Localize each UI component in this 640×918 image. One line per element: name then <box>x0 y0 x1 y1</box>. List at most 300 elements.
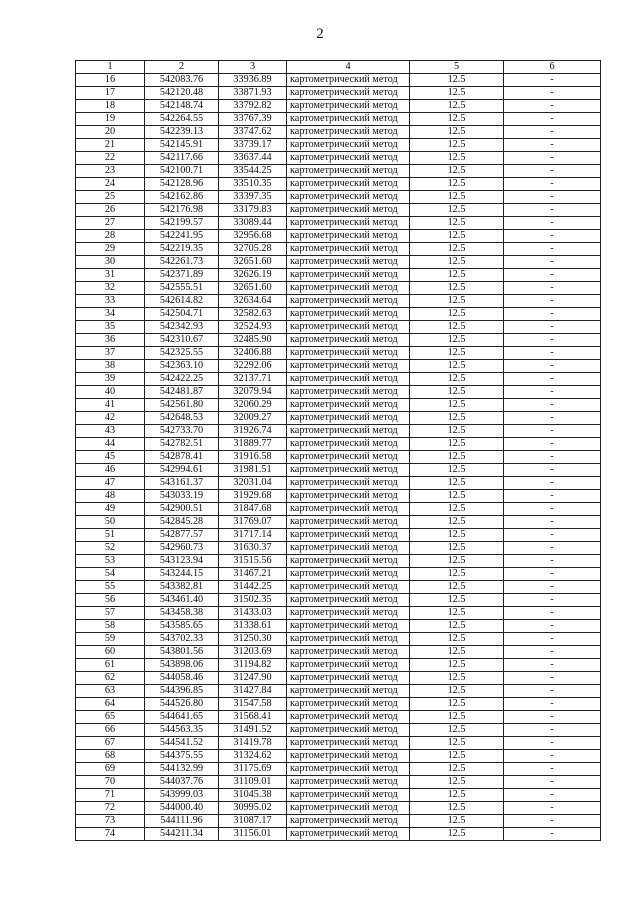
x-coordinate-cell: 543458.38 <box>145 607 219 620</box>
accuracy-cell: 12.5 <box>410 763 504 776</box>
note-cell: - <box>504 373 601 386</box>
x-coordinate-cell: 542504.71 <box>145 308 219 321</box>
point-number-cell: 74 <box>76 828 145 841</box>
accuracy-cell: 12.5 <box>410 789 504 802</box>
point-number-cell: 58 <box>76 620 145 633</box>
accuracy-cell: 12.5 <box>410 633 504 646</box>
point-number-cell: 49 <box>76 503 145 516</box>
note-cell: - <box>504 789 601 802</box>
table-row <box>76 568 601 581</box>
table-row <box>76 178 601 191</box>
x-coordinate-cell: 542555.51 <box>145 282 219 295</box>
point-number-cell: 24 <box>76 178 145 191</box>
note-cell: - <box>504 815 601 828</box>
y-coordinate-cell: 32651.60 <box>219 256 287 269</box>
point-number-cell: 69 <box>76 763 145 776</box>
y-coordinate-cell: 33747.62 <box>219 126 287 139</box>
accuracy-cell: 12.5 <box>410 178 504 191</box>
note-cell: - <box>504 152 601 165</box>
accuracy-cell: 12.5 <box>410 516 504 529</box>
method-cell: картометрический метод <box>287 607 410 620</box>
x-coordinate-cell: 542128.96 <box>145 178 219 191</box>
note-cell: - <box>504 672 601 685</box>
method-cell: картометрический метод <box>287 620 410 633</box>
y-coordinate-cell: 32031.04 <box>219 477 287 490</box>
x-coordinate-cell: 543461.40 <box>145 594 219 607</box>
method-cell: картометрический метод <box>287 230 410 243</box>
note-cell: - <box>504 659 601 672</box>
table-row <box>76 438 601 451</box>
page-number: 2 <box>316 26 324 42</box>
table-row <box>76 360 601 373</box>
point-number-cell: 17 <box>76 87 145 100</box>
accuracy-cell: 12.5 <box>410 139 504 152</box>
y-coordinate-cell: 32651.60 <box>219 282 287 295</box>
x-coordinate-cell: 542199.57 <box>145 217 219 230</box>
x-coordinate-cell: 543382.81 <box>145 581 219 594</box>
table-row <box>76 217 601 230</box>
accuracy-cell: 12.5 <box>410 503 504 516</box>
accuracy-cell: 12.5 <box>410 126 504 139</box>
note-cell: - <box>504 568 601 581</box>
note-cell: - <box>504 542 601 555</box>
point-number-cell: 61 <box>76 659 145 672</box>
note-cell: - <box>504 178 601 191</box>
method-cell: картометрический метод <box>287 451 410 464</box>
table-row <box>76 191 601 204</box>
table-row <box>76 139 601 152</box>
table-row <box>76 659 601 672</box>
method-cell: картометрический метод <box>287 529 410 542</box>
y-coordinate-cell: 32292.06 <box>219 360 287 373</box>
accuracy-cell: 12.5 <box>410 425 504 438</box>
x-coordinate-cell: 543033.19 <box>145 490 219 503</box>
note-cell: - <box>504 204 601 217</box>
table-row <box>76 503 601 516</box>
note-cell: - <box>504 269 601 282</box>
note-cell: - <box>504 347 601 360</box>
accuracy-cell: 12.5 <box>410 334 504 347</box>
note-cell: - <box>504 828 601 841</box>
point-number-cell: 62 <box>76 672 145 685</box>
accuracy-cell: 12.5 <box>410 724 504 737</box>
note-cell: - <box>504 594 601 607</box>
table-row <box>76 477 601 490</box>
method-cell: картометрический метод <box>287 581 410 594</box>
method-cell: картометрический метод <box>287 217 410 230</box>
column-header: 3 <box>219 61 287 74</box>
y-coordinate-cell: 32626.19 <box>219 269 287 282</box>
point-number-cell: 39 <box>76 373 145 386</box>
table-row <box>76 581 601 594</box>
note-cell: - <box>504 451 601 464</box>
y-coordinate-cell: 32524.93 <box>219 321 287 334</box>
method-cell: картометрический метод <box>287 503 410 516</box>
table-row <box>76 347 601 360</box>
note-cell: - <box>504 165 601 178</box>
y-coordinate-cell: 31929.68 <box>219 490 287 503</box>
accuracy-cell: 12.5 <box>410 490 504 503</box>
accuracy-cell: 12.5 <box>410 256 504 269</box>
point-number-cell: 34 <box>76 308 145 321</box>
y-coordinate-cell: 31981.51 <box>219 464 287 477</box>
method-cell: картометрический метод <box>287 321 410 334</box>
note-cell: - <box>504 646 601 659</box>
point-number-cell: 71 <box>76 789 145 802</box>
table-row <box>76 542 601 555</box>
method-cell: картометрический метод <box>287 74 410 87</box>
note-cell: - <box>504 282 601 295</box>
table-row <box>76 126 601 139</box>
note-cell: - <box>504 737 601 750</box>
point-number-cell: 48 <box>76 490 145 503</box>
point-number-cell: 52 <box>76 542 145 555</box>
x-coordinate-cell: 542481.87 <box>145 386 219 399</box>
note-cell: - <box>504 360 601 373</box>
note-cell: - <box>504 490 601 503</box>
point-number-cell: 23 <box>76 165 145 178</box>
table-row <box>76 555 601 568</box>
table-row <box>76 607 601 620</box>
point-number-cell: 22 <box>76 152 145 165</box>
accuracy-cell: 12.5 <box>410 828 504 841</box>
point-number-cell: 43 <box>76 425 145 438</box>
table-row <box>76 256 601 269</box>
accuracy-cell: 12.5 <box>410 659 504 672</box>
point-number-cell: 32 <box>76 282 145 295</box>
table-row <box>76 386 601 399</box>
x-coordinate-cell: 542241.95 <box>145 230 219 243</box>
point-number-cell: 28 <box>76 230 145 243</box>
x-coordinate-cell: 542371.89 <box>145 269 219 282</box>
y-coordinate-cell: 31547.58 <box>219 698 287 711</box>
coordinates-table <box>75 60 601 841</box>
note-cell: - <box>504 230 601 243</box>
accuracy-cell: 12.5 <box>410 243 504 256</box>
note-cell: - <box>504 126 601 139</box>
x-coordinate-cell: 542325.55 <box>145 347 219 360</box>
accuracy-cell: 12.5 <box>410 750 504 763</box>
accuracy-cell: 12.5 <box>410 555 504 568</box>
note-cell: - <box>504 74 601 87</box>
y-coordinate-cell: 31630.37 <box>219 542 287 555</box>
table-row <box>76 763 601 776</box>
point-number-cell: 44 <box>76 438 145 451</box>
accuracy-cell: 12.5 <box>410 386 504 399</box>
accuracy-cell: 12.5 <box>410 204 504 217</box>
y-coordinate-cell: 31045.38 <box>219 789 287 802</box>
x-coordinate-cell: 543801.56 <box>145 646 219 659</box>
method-cell: картометрический метод <box>287 477 410 490</box>
method-cell: картометрический метод <box>287 802 410 815</box>
note-cell: - <box>504 308 601 321</box>
x-coordinate-cell: 544563.35 <box>145 724 219 737</box>
method-cell: картометрический метод <box>287 386 410 399</box>
y-coordinate-cell: 31926.74 <box>219 425 287 438</box>
method-cell: картометрический метод <box>287 685 410 698</box>
y-coordinate-cell: 33510.35 <box>219 178 287 191</box>
x-coordinate-cell: 543161.37 <box>145 477 219 490</box>
x-coordinate-cell: 542117.66 <box>145 152 219 165</box>
method-cell: картометрический метод <box>287 152 410 165</box>
x-coordinate-cell: 542363.10 <box>145 360 219 373</box>
y-coordinate-cell: 31087.17 <box>219 815 287 828</box>
x-coordinate-cell: 542100.71 <box>145 165 219 178</box>
method-cell: картометрический метод <box>287 308 410 321</box>
accuracy-cell: 12.5 <box>410 373 504 386</box>
x-coordinate-cell: 542083.76 <box>145 74 219 87</box>
point-number-cell: 68 <box>76 750 145 763</box>
accuracy-cell: 12.5 <box>410 451 504 464</box>
note-cell: - <box>504 529 601 542</box>
y-coordinate-cell: 33179.83 <box>219 204 287 217</box>
accuracy-cell: 12.5 <box>410 529 504 542</box>
x-coordinate-cell: 542176.98 <box>145 204 219 217</box>
table-row <box>76 269 601 282</box>
method-cell: картометрический метод <box>287 282 410 295</box>
note-cell: - <box>504 724 601 737</box>
y-coordinate-cell: 32406.88 <box>219 347 287 360</box>
y-coordinate-cell: 31324.62 <box>219 750 287 763</box>
accuracy-cell: 12.5 <box>410 295 504 308</box>
accuracy-cell: 12.5 <box>410 464 504 477</box>
point-number-cell: 21 <box>76 139 145 152</box>
method-cell: картометрический метод <box>287 191 410 204</box>
accuracy-cell: 12.5 <box>410 191 504 204</box>
method-cell: картометрический метод <box>287 646 410 659</box>
x-coordinate-cell: 542342.93 <box>145 321 219 334</box>
note-cell: - <box>504 87 601 100</box>
table-row <box>76 672 601 685</box>
point-number-cell: 27 <box>76 217 145 230</box>
y-coordinate-cell: 31442.25 <box>219 581 287 594</box>
point-number-cell: 53 <box>76 555 145 568</box>
note-cell: - <box>504 399 601 412</box>
point-number-cell: 63 <box>76 685 145 698</box>
x-coordinate-cell: 542614.82 <box>145 295 219 308</box>
table-row <box>76 165 601 178</box>
y-coordinate-cell: 32009.27 <box>219 412 287 425</box>
method-cell: картометрический метод <box>287 256 410 269</box>
table-row <box>76 529 601 542</box>
y-coordinate-cell: 32079.94 <box>219 386 287 399</box>
method-cell: картометрический метод <box>287 750 410 763</box>
y-coordinate-cell: 31109.01 <box>219 776 287 789</box>
y-coordinate-cell: 32582.63 <box>219 308 287 321</box>
x-coordinate-cell: 544211.34 <box>145 828 219 841</box>
point-number-cell: 55 <box>76 581 145 594</box>
point-number-cell: 66 <box>76 724 145 737</box>
point-number-cell: 25 <box>76 191 145 204</box>
method-cell: картометрический метод <box>287 243 410 256</box>
y-coordinate-cell: 31916.58 <box>219 451 287 464</box>
table-row <box>76 490 601 503</box>
method-cell: картометрический метод <box>287 438 410 451</box>
y-coordinate-cell: 33739.17 <box>219 139 287 152</box>
accuracy-cell: 12.5 <box>410 620 504 633</box>
method-cell: картометрический метод <box>287 295 410 308</box>
y-coordinate-cell: 33637.44 <box>219 152 287 165</box>
method-cell: картометрический метод <box>287 542 410 555</box>
point-number-cell: 51 <box>76 529 145 542</box>
x-coordinate-cell: 543898.06 <box>145 659 219 672</box>
note-cell: - <box>504 243 601 256</box>
y-coordinate-cell: 31194.82 <box>219 659 287 672</box>
x-coordinate-cell: 542145.91 <box>145 139 219 152</box>
note-cell: - <box>504 711 601 724</box>
x-coordinate-cell: 544058.46 <box>145 672 219 685</box>
note-cell: - <box>504 685 601 698</box>
accuracy-cell: 12.5 <box>410 581 504 594</box>
note-cell: - <box>504 191 601 204</box>
point-number-cell: 30 <box>76 256 145 269</box>
point-number-cell: 70 <box>76 776 145 789</box>
x-coordinate-cell: 544037.76 <box>145 776 219 789</box>
note-cell: - <box>504 113 601 126</box>
point-number-cell: 50 <box>76 516 145 529</box>
point-number-cell: 16 <box>76 74 145 87</box>
y-coordinate-cell: 31175.69 <box>219 763 287 776</box>
y-coordinate-cell: 33871.93 <box>219 87 287 100</box>
method-cell: картометрический метод <box>287 126 410 139</box>
table-row <box>76 464 601 477</box>
x-coordinate-cell: 542878.41 <box>145 451 219 464</box>
y-coordinate-cell: 31568.41 <box>219 711 287 724</box>
method-cell: картометрический метод <box>287 568 410 581</box>
x-coordinate-cell: 542733.70 <box>145 425 219 438</box>
method-cell: картометрический метод <box>287 139 410 152</box>
point-number-cell: 47 <box>76 477 145 490</box>
point-number-cell: 65 <box>76 711 145 724</box>
x-coordinate-cell: 542782.51 <box>145 438 219 451</box>
column-header: 6 <box>504 61 601 74</box>
accuracy-cell: 12.5 <box>410 113 504 126</box>
y-coordinate-cell: 32137.71 <box>219 373 287 386</box>
y-coordinate-cell: 32634.64 <box>219 295 287 308</box>
note-cell: - <box>504 802 601 815</box>
y-coordinate-cell: 33544.25 <box>219 165 287 178</box>
note-cell: - <box>504 698 601 711</box>
method-cell: картометрический метод <box>287 464 410 477</box>
note-cell: - <box>504 581 601 594</box>
table-row <box>76 685 601 698</box>
point-number-cell: 20 <box>76 126 145 139</box>
y-coordinate-cell: 31250.30 <box>219 633 287 646</box>
note-cell: - <box>504 607 601 620</box>
method-cell: картометрический метод <box>287 659 410 672</box>
method-cell: картометрический метод <box>287 763 410 776</box>
point-number-cell: 33 <box>76 295 145 308</box>
y-coordinate-cell: 33089.44 <box>219 217 287 230</box>
table-row <box>76 789 601 802</box>
accuracy-cell: 12.5 <box>410 802 504 815</box>
method-cell: картометрический метод <box>287 594 410 607</box>
y-coordinate-cell: 33397.35 <box>219 191 287 204</box>
accuracy-cell: 12.5 <box>410 165 504 178</box>
point-number-cell: 35 <box>76 321 145 334</box>
y-coordinate-cell: 31769.07 <box>219 516 287 529</box>
method-cell: картометрический метод <box>287 815 410 828</box>
note-cell: - <box>504 464 601 477</box>
point-number-cell: 67 <box>76 737 145 750</box>
point-number-cell: 57 <box>76 607 145 620</box>
y-coordinate-cell: 31427.84 <box>219 685 287 698</box>
note-cell: - <box>504 321 601 334</box>
column-header: 2 <box>145 61 219 74</box>
accuracy-cell: 12.5 <box>410 347 504 360</box>
method-cell: картометрический метод <box>287 269 410 282</box>
note-cell: - <box>504 620 601 633</box>
accuracy-cell: 12.5 <box>410 217 504 230</box>
accuracy-cell: 12.5 <box>410 230 504 243</box>
point-number-cell: 41 <box>76 399 145 412</box>
table-row <box>76 737 601 750</box>
y-coordinate-cell: 33936.89 <box>219 74 287 87</box>
note-cell: - <box>504 516 601 529</box>
x-coordinate-cell: 544541.52 <box>145 737 219 750</box>
method-cell: картометрический метод <box>287 204 410 217</box>
column-header: 4 <box>287 61 410 74</box>
note-cell: - <box>504 503 601 516</box>
x-coordinate-cell: 542994.61 <box>145 464 219 477</box>
point-number-cell: 73 <box>76 815 145 828</box>
method-cell: картометрический метод <box>287 555 410 568</box>
table-row <box>76 74 601 87</box>
method-cell: картометрический метод <box>287 711 410 724</box>
table-row <box>76 373 601 386</box>
note-cell: - <box>504 139 601 152</box>
method-cell: картометрический метод <box>287 425 410 438</box>
accuracy-cell: 12.5 <box>410 815 504 828</box>
note-cell: - <box>504 217 601 230</box>
x-coordinate-cell: 543244.15 <box>145 568 219 581</box>
accuracy-cell: 12.5 <box>410 100 504 113</box>
accuracy-cell: 12.5 <box>410 74 504 87</box>
method-cell: картометрический метод <box>287 776 410 789</box>
accuracy-cell: 12.5 <box>410 568 504 581</box>
point-number-cell: 42 <box>76 412 145 425</box>
table-row <box>76 594 601 607</box>
x-coordinate-cell: 544641.65 <box>145 711 219 724</box>
table-row <box>76 451 601 464</box>
method-cell: картометрический метод <box>287 347 410 360</box>
method-cell: картометрический метод <box>287 399 410 412</box>
point-number-cell: 36 <box>76 334 145 347</box>
y-coordinate-cell: 31502.35 <box>219 594 287 607</box>
x-coordinate-cell: 543702.33 <box>145 633 219 646</box>
table-row <box>76 802 601 815</box>
y-coordinate-cell: 31467.21 <box>219 568 287 581</box>
x-coordinate-cell: 542845.28 <box>145 516 219 529</box>
accuracy-cell: 12.5 <box>410 412 504 425</box>
accuracy-cell: 12.5 <box>410 685 504 698</box>
accuracy-cell: 12.5 <box>410 282 504 295</box>
note-cell: - <box>504 334 601 347</box>
method-cell: картометрический метод <box>287 412 410 425</box>
method-cell: картометрический метод <box>287 165 410 178</box>
accuracy-cell: 12.5 <box>410 594 504 607</box>
accuracy-cell: 12.5 <box>410 438 504 451</box>
x-coordinate-cell: 542648.53 <box>145 412 219 425</box>
x-coordinate-cell: 544396.85 <box>145 685 219 698</box>
table-row <box>76 282 601 295</box>
note-cell: - <box>504 295 601 308</box>
x-coordinate-cell: 542162.86 <box>145 191 219 204</box>
x-coordinate-cell: 542120.48 <box>145 87 219 100</box>
method-cell: картометрический метод <box>287 334 410 347</box>
method-cell: картометрический метод <box>287 672 410 685</box>
note-cell: - <box>504 412 601 425</box>
